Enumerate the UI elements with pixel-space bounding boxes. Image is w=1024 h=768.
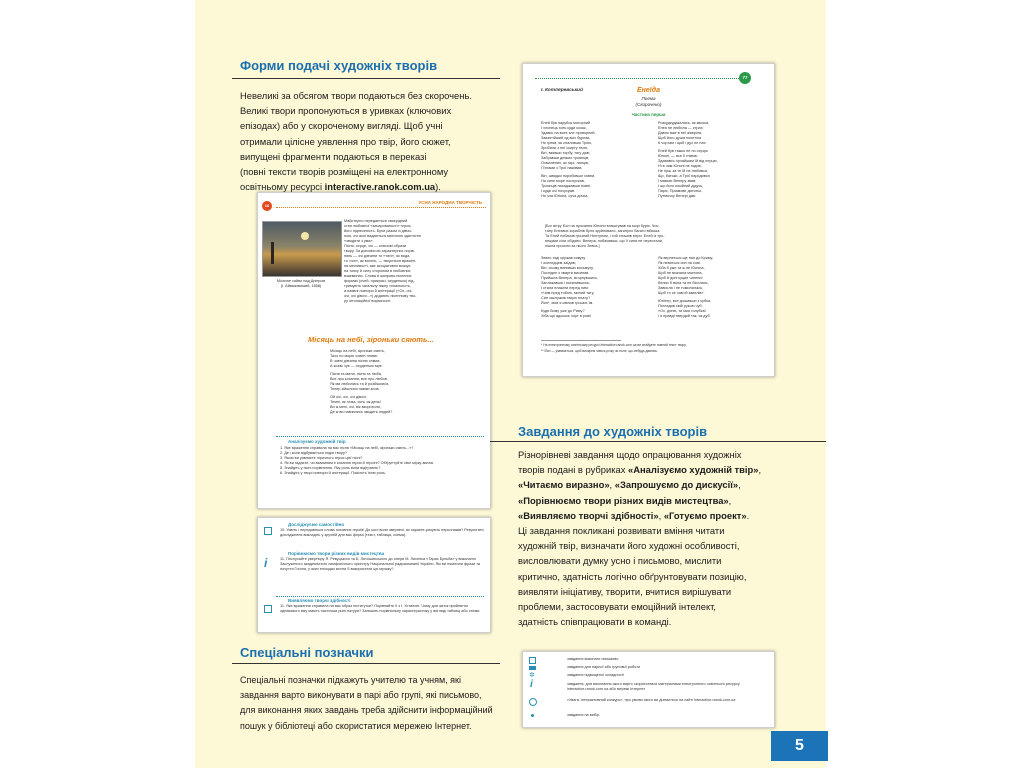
song-line: Як ми любились та й розійшлися, [330, 382, 390, 386]
windmill-shape [271, 242, 274, 264]
analysis-rule [276, 436, 484, 437]
verse-line: Давно вже в неї жевріла, [658, 131, 703, 135]
analysis-item: 6. Знайдіть у творі повтори й алітерації. Поясніть їхню роль. [280, 471, 387, 475]
verse-line: І стала плакати перед ним: [541, 286, 589, 290]
verse-line: Не гірш за те їй не любився, [658, 169, 708, 173]
song-line: Де ж ви навчились зводить людей? [330, 410, 393, 414]
intro-line: ня мінливості, яке асоціативно вказує [344, 264, 411, 268]
legend-row [529, 673, 769, 681]
verse-line: Щоб й доні куцие чатели! [658, 276, 703, 280]
song-line: Ви ж мені, очі, вік вкоротили, [330, 405, 381, 409]
verse-line: Троянців насаджавши повні, [541, 184, 592, 188]
song-line: Все про кохання, все про любов. [330, 377, 388, 381]
tasks-example-card [257, 517, 491, 633]
forms-line: (повні тексти творів розміщені на електронному [240, 166, 449, 178]
forms-section-title: Форми подачі художніх творів [240, 58, 438, 73]
verse-line: І я правді твердий так, як дуб. [658, 314, 711, 318]
legend-row [529, 698, 769, 710]
comma: , [758, 464, 762, 476]
comma: , [609, 479, 615, 491]
info-icon: i [264, 556, 268, 570]
legend-row [529, 657, 769, 665]
verse-line: Путівочку Венері дав. [658, 194, 697, 198]
prose-line: тану Енеєвих кораблів було зруйновано, загинуло багато війська. [545, 229, 661, 233]
verse-line: Хіба що адськоє чорт в рові! [541, 314, 592, 318]
tasks-line-start: творів подані в рубриках [518, 464, 629, 476]
song-line: Тепер зійшлися навіки знов. [330, 387, 380, 391]
intro-line: його піднесеність. Були разом із дівчи- [344, 229, 412, 233]
analysis-item: 1. Яке враження справила на вас пісня «Місяць на небі, зіроньки сяють...»? [280, 446, 414, 450]
prose-line: янцями сіли обідати. Венера, побачивши, що її сина не перестали, [545, 239, 663, 243]
verse-line: Енея не любила — страх; [658, 126, 704, 130]
legend-row [529, 665, 769, 673]
analysis-item: 4. Як ви гадаєте, чи взаємним є кохання героя й героїні? Обґрунтуйте свої мірку-вання. [280, 461, 434, 465]
eneida-page-card [522, 63, 775, 377]
eneida-title: Енеїда [637, 87, 660, 94]
eneida-header-rule [535, 78, 745, 79]
verse-line: Забравши деяких троянців, [541, 156, 590, 160]
legend-row [529, 679, 769, 694]
pencil-icon [264, 527, 272, 535]
verse-line: Зробили з неї скирту гною, [541, 146, 589, 150]
verse-line: Щоб то се сам ій завелів». [658, 291, 705, 295]
period: . [746, 509, 750, 521]
legend-card [522, 651, 775, 728]
verse-line: Як вернеться ще пан до Криму, [658, 256, 714, 260]
eneida-author: І. Котляревський [541, 88, 583, 93]
rubric-creative: «Виявляємо творчі здібності» [518, 509, 659, 521]
tasks-paragraph [518, 447, 818, 629]
legend-text: «Увага, інтерактивний конкурс», про умови якого ви дізнаєтеся на сайті interactive.ranok.com.ua [567, 698, 736, 702]
verse-line: Як невиться сип на сові. [658, 261, 701, 265]
analysis-item: 5. Знайдіть у пісні порівняння. Яку роль вони відіграють? [280, 466, 381, 470]
pencil-icon [264, 605, 272, 613]
intro-line: Майстерно передається своєрідний [344, 219, 408, 223]
verse-line: Зевес тоді кружав сивуху [541, 256, 586, 260]
moon-shape [301, 232, 309, 240]
info-icon: i [530, 679, 533, 690]
verse-line: Паріс, Пріамове дитятко, [658, 189, 703, 193]
tasks-line: художній твір, визначати його художні особливості, [518, 540, 740, 552]
verse-line: Заплакавши і похилившись, [541, 281, 591, 285]
analysis-list [280, 446, 484, 476]
creative-text: 11. Яке враження справила на вас образ інститутки? Порівняйте її з І. Устиною. Чому для жінок прийнятно однакового віку мають настільки різні натури? Запишіть порівняльну характеристику у вигляді таблиці або схеми. [280, 604, 481, 613]
caption-line: (І. Айвазовський, 1858) [280, 284, 322, 288]
verse-line: Юноні, — все її гнівив: [658, 154, 698, 158]
tasks-line: проблеми, застосовувати емоційний інтелект, [518, 601, 717, 613]
verse-line: Посліднє з чварти висипав. [541, 271, 590, 275]
verse-line: Хіба б уже та ж не Юнона, [658, 266, 705, 270]
forms-line: отримали цілісне уявлення про твір, його сюжет, [240, 135, 451, 147]
verse-line: Ні в чим Юноні не годив; [658, 164, 702, 168]
caption-line: Місячне сяйво над Дніпром [276, 279, 326, 283]
special-section-title: Спеціальні позначки [240, 645, 374, 660]
verse-line: Син заслужив такую плату? [541, 296, 591, 300]
legend-text: завдання для парної або групової роботи [567, 665, 641, 669]
intro-line: тримують загальну ніжну тональність, [344, 284, 411, 288]
tasks-line [518, 477, 818, 492]
intro-line: на тонку й силу стороним в любовних [344, 269, 411, 273]
verse-line: І оселедцем заїдав; [541, 261, 576, 265]
special-line: завдання варто виконувати в парі або групі, які письмово, [240, 690, 482, 701]
verse-line: Розкудкудакалась, як квочка, [658, 121, 710, 125]
verse-line: Завзятійший од всіх бурлак. [541, 136, 591, 140]
song-line: Тихо по морю човен пливе. [330, 354, 379, 358]
rubric-analysis: «Аналізуємо художній твір» [628, 464, 759, 476]
tasks-line [518, 508, 818, 523]
verse-line: Йон*, мов я свінків гроших їм. [541, 301, 594, 305]
eneida-subtitle: Поема [641, 96, 656, 101]
eneida-left-column [541, 121, 646, 199]
verse-line: Зависла і не томилилась, [658, 286, 704, 290]
prose-line: [Бог вітру Еол на прохання Юнони влаштував на морі бурю. Чис- [545, 224, 660, 228]
painting-image [262, 221, 342, 277]
forms-line-start: освітньому ресурсі [240, 181, 325, 193]
intro-line: очі, очі дівочі...») додають пісенному тво- [344, 294, 417, 298]
verse-line: Удавсь на всеє зле проворний, [541, 131, 596, 135]
forms-line: Великі твори пропонуються в уривках (ключових [240, 105, 452, 117]
tasks-line: Різнорівневі завдання щодо опрацювання художніх [518, 449, 742, 460]
legend-text: завдання, для виконання якого варто скористатися матеріалами електронного освітнього ресурсу interactive.ranok.com.ua або мережі Інтернет [567, 682, 740, 691]
folk-song-page-card [257, 192, 491, 509]
verse-line: І мамою Венеру звав; [658, 179, 697, 183]
tasks-line: висловлювати думку усно і письмово, мислити [518, 555, 722, 567]
verse-line: К чортам і щоб і дух не пах. [658, 141, 707, 145]
footnote-2: ** Йон — уживається, щоб виокрем чиюсь річку чи поле, що-небудь давнісь. [541, 349, 658, 353]
compare-text: 11. Послухайте увертюру Я. Ревуцького та Б. Лятошинського до опери М. Лисенка «Тарас Бульба» у виконанні Заслуженого академічного симфонічного оркестру Національної радіокомпанії України. Які ви помітили фрази та почуття Гоголя, у яких епізодах могли б використати цю музику? [280, 557, 480, 571]
verse-line: На синє море поспускав, [541, 179, 585, 183]
eneida-right-column [658, 121, 763, 199]
special-title-rule [232, 663, 500, 664]
forms-line: випущені фрагменти подаються в переказі [240, 150, 427, 162]
verse-line: Здававсь гірчайшим їй від перцю, [658, 159, 718, 163]
forms-line: Невеликі за обсягом твори подаються без скорочень. [240, 90, 472, 101]
eneida-part: Частина перша [631, 112, 666, 117]
verse-line: Прийшла Венера, ізгорнувшись, [541, 276, 598, 280]
discussion-text: 10. Уявіть і передивіться слова головних героїв! До кого вони звернені, як характе-ризують персонажів? Результати дослідження викладіть у зручній для вас формі (текст, таблиця, схема). [280, 528, 484, 537]
special-line: Спеціальні позначки підкажуть учителю та учням, які [240, 675, 461, 685]
comma: , [738, 479, 741, 491]
song-line: Пісня та мила, пісня та люба, [330, 372, 382, 376]
folk-page-number: 16 [262, 201, 272, 211]
prose-line: Та Еней побачив грозний Нептуном, і той стишив вітри. Еней із тро- [545, 234, 665, 238]
intro-line: то «злі», як вогонь, — твориться вражен- [344, 259, 417, 263]
contest-icon [529, 698, 537, 706]
intro-line: твору. За допомогою характерних порів- [344, 249, 415, 253]
legend-text: завдання виконати письмово [567, 657, 619, 661]
forms-title-rule [232, 78, 500, 79]
song-line: Місяць на небі, зіроньки сяють, [330, 349, 385, 353]
verse-line: Юпітер, все дошивши з кубка, [658, 299, 712, 303]
creative-title: Виявляємо творчі здібності [288, 598, 351, 603]
verse-line: Но греки, як спаливши Трою, [541, 141, 593, 145]
group-icon [529, 666, 536, 670]
forms-line-tail: ). [435, 181, 441, 193]
folk-header-rule [276, 207, 486, 208]
star-icon: ✲ [529, 672, 535, 679]
comma: , [658, 509, 664, 521]
verse-line: Він, сьому випивши восьмуху, [541, 266, 594, 270]
pencil-icon [529, 657, 536, 664]
rubric-compare: «Порівнюємо твори різних видів мистецтва» [518, 494, 729, 506]
analysis-item: 3. Якою ви уявляєте ліричного героя цієї пісні? [280, 456, 363, 460]
intro-line: стан любовної «зачарованості» героя, [344, 224, 412, 228]
verse-line: Куди йому уже до Риму? [541, 309, 585, 313]
footnote-1: * На електронному освітньому ресурсі interactive.ranok.com.ua ви знайдете повний текст твору. [541, 343, 687, 347]
forms-paragraph [240, 88, 508, 194]
interactive-link[interactable]: interactive.ranok.com.ua [324, 181, 436, 193]
compare-title: Порівнюємо твори різних видів мистецтва [288, 551, 385, 556]
folk-header: УСНА НАРОДНА ТВОРЧІСТЬ [418, 200, 482, 205]
comma: , [728, 494, 732, 506]
intro-line: взаєминах. Слова в жанрово-пісенних [344, 274, 412, 278]
intro-line: а наявні повтори й алітерації («Ох, очі, [344, 289, 413, 293]
special-paragraph [240, 673, 515, 734]
creative-rule [276, 596, 484, 597]
intro-line: формах (очей, прикрасі, серденько) під- [344, 279, 415, 283]
verse-line: І що його покійний дідусь, [658, 184, 704, 188]
choice-icon [531, 714, 534, 717]
intro-line: Пісня, серце, очі — ключові образи [344, 244, 406, 248]
discussion-title: Досліджуємо самостійно [288, 522, 345, 527]
tasks-line [518, 462, 818, 477]
verse-line: Но зла Юнона, суча дочка, [541, 194, 589, 198]
verse-line: І куди очі почухрав. [541, 189, 576, 193]
verse-line: «Чим пред тобою, милий тату, [541, 291, 595, 295]
verse-line: Осмалених, як гирі, ланців, [541, 161, 589, 165]
tasks-line [518, 493, 818, 508]
verse-line: Еней був тяжко не по серцю [658, 149, 708, 153]
eneida-prose-retelling [545, 224, 761, 249]
tasks-title-rule [490, 441, 826, 442]
footnote-rule [541, 340, 621, 341]
verse-line: Еней був парубок моторний [541, 121, 591, 125]
folk-intro-text [344, 219, 486, 304]
intro-line: нянь — очі дівчини то «тихі», як вода, [344, 254, 411, 258]
eneida-subtitle-abridged: (Скорочено) [635, 102, 662, 107]
special-line: для виконання яких завдань треба здійснити інформаційний [240, 705, 493, 716]
tasks-section-title: Завдання до художніх творів [518, 424, 708, 439]
forms-line: епізодах) або у скороченому вигляді. Щоб учні [240, 120, 443, 132]
rubric-discussion: «Запрошуємо до дискусії» [614, 479, 739, 491]
verse-line: Келии б вона та не бісилась, [658, 281, 709, 285]
tasks-line: здатність співпрацювати в команді. [518, 616, 672, 628]
verse-line: Погладив свій рукою чуб: [658, 304, 703, 308]
song-title: Місяць на небі, зіроньки сяють... [308, 335, 434, 344]
song-line: Ой очі, очі, очі дівочі, [330, 395, 367, 399]
tasks-line: Ці завдання покликані розвивати вміння читати [518, 525, 725, 537]
verse-line: Щоб не вказала моєгона, [658, 271, 703, 275]
intro-line: «зводити з ума». [344, 239, 374, 243]
verse-line: І хлопець хоть куди козак, [541, 126, 587, 130]
painting-caption [262, 279, 340, 289]
tasks-line: виявляти ініціативу, творити, вчитися вирішувати [518, 585, 732, 597]
eneida-right-column-2 [658, 256, 763, 319]
intro-line: ною, очі якої видаються магічною здатністю [344, 234, 422, 238]
song-verse [330, 349, 480, 415]
verse-line: П'ятами з Трої накивав. [541, 166, 583, 170]
page-number: 5 [771, 731, 828, 761]
intro-line: ру інтонаційної виразності. [344, 299, 392, 303]
rubric-project: «Готуємо проект» [663, 509, 747, 521]
rubric-reading: «Читаємо виразно» [518, 479, 610, 491]
prose-line: пішла просити за нього Зевса.] [545, 244, 600, 248]
verse-line: Він, швидко поробивши човни, [541, 174, 596, 178]
song-line: Темні, як нічка, ясні, як день! [330, 400, 381, 404]
eneida-left-column-2 [541, 256, 646, 319]
analysis-item: 2. Де і коли відбувається подія твору? [280, 451, 347, 455]
special-line: пошук у бібліотеці або скористатися мережею Інтернет. [240, 720, 472, 731]
verse-line: Що, батьки, а Трої народився [658, 174, 710, 178]
legend-row [529, 713, 769, 721]
legend-text: завдання підвищеної складності [567, 673, 625, 677]
song-line: А козак чує — серденько мре. [330, 364, 383, 368]
legend-text: завдання на вибір. [567, 713, 601, 717]
verse-line: Щоб його душа полетіла [658, 136, 702, 140]
analysis-title: Аналізуємо художній твір [288, 439, 346, 444]
verse-line: Він, взявши торбу, тягу дав; [541, 151, 590, 155]
verse-line: «Ох, доню, ти моя голубка! [658, 309, 706, 313]
tasks-line: критично, здатність логічно обґрунтовувати позицію, [518, 570, 747, 582]
song-line: В човні дівчина пісню співає, [330, 359, 381, 363]
eneida-page-number: 77 [739, 72, 751, 84]
